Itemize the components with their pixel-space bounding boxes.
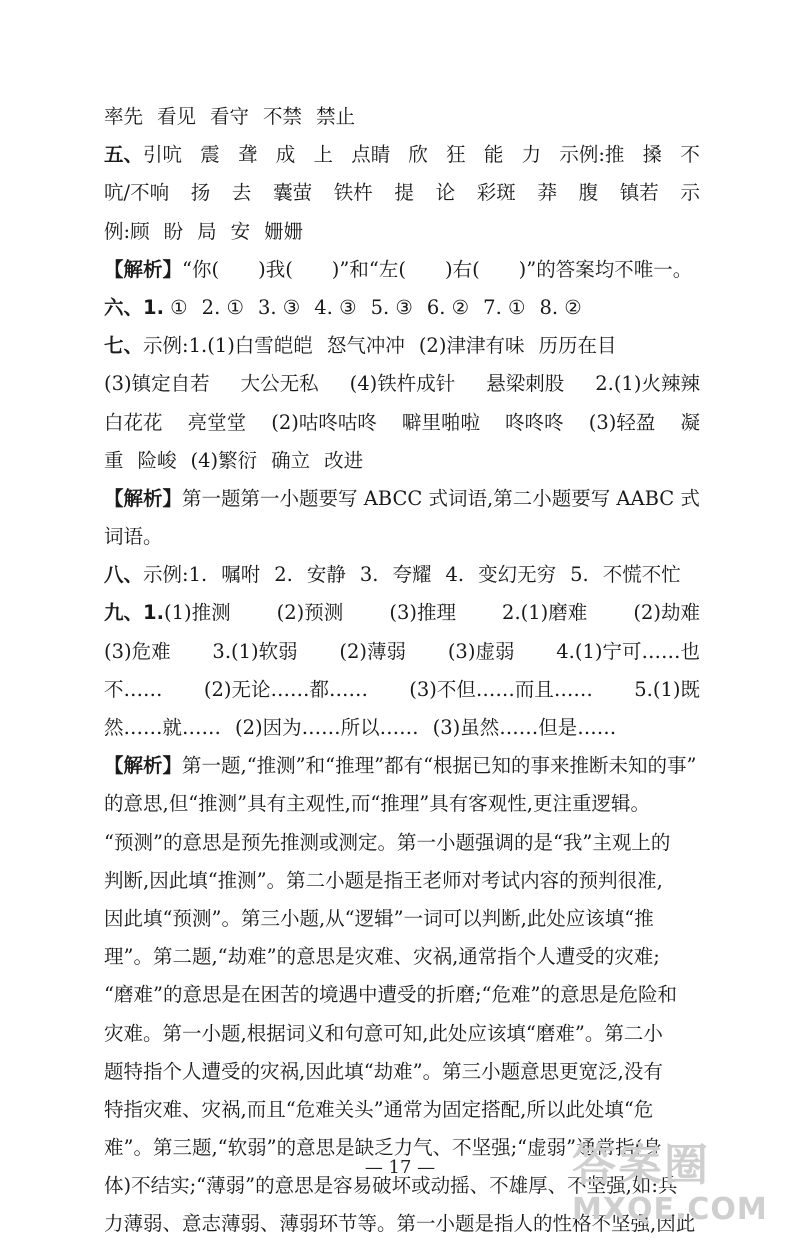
text-segment: 凝 <box>680 410 700 434</box>
text-segment: 看守 <box>210 105 250 128</box>
text-segment: (4)铁杵成针 <box>349 372 456 396</box>
text-segment: (2)因为……所以…… <box>235 716 419 739</box>
section-marker: 七、 <box>104 334 144 358</box>
text-segment: 夸耀 <box>392 563 432 587</box>
text-segment: (2)无论……都…… <box>203 677 368 701</box>
text-segment: 成 <box>275 143 296 167</box>
text-segment: 七、示例:1.(1)白雪皑皑 <box>104 334 313 358</box>
text-segment: 特指灾难、灾祸,而且“危难关头”通常为固定搭配,所以此处填“危 <box>104 1097 654 1121</box>
text-segment: 镇若 <box>619 181 659 205</box>
text-segment: (3)虽然……但是…… <box>432 716 617 739</box>
text-segment: 咚咚咚 <box>505 410 564 434</box>
text-segment: 吭/不响 <box>104 181 170 205</box>
text-segment: 能 <box>483 143 504 167</box>
text-segment: 【解析】第一题,“推测”和“推理”都有“根据已知的事来推断未知的事” <box>104 754 697 778</box>
text-segment: 盼 <box>163 219 184 243</box>
text-segment: 大公无私 <box>240 372 319 396</box>
text-segment: (2)咕咚咕咚 <box>271 410 377 434</box>
text-segment: 不…… <box>104 677 163 701</box>
text-segment: “磨难”的意思是在困苦的境遇中遭受的折磨;“危难”的意思是危险和 <box>104 983 677 1007</box>
text-segment: 安静 <box>306 563 346 587</box>
text-segment: 【解析】第一题第一小题要写 ABCC 式词语,第二小题要写 AABC 式 <box>104 486 700 510</box>
text-line <box>104 404 700 442</box>
text-segment: 难”。第三题,“软弱”的意思是缺乏力气、不坚强;“虚弱”通常指(身 <box>104 1136 662 1160</box>
text-line <box>104 213 700 251</box>
answer-text-block <box>104 98 700 1244</box>
text-segment: 题特指个人遭受的灾祸,因此填“劫难”。第三小题意思更宽泛,没有 <box>104 1059 663 1083</box>
section-marker: 【解析】 <box>104 257 183 281</box>
text-segment: 亮堂堂 <box>187 410 247 434</box>
text-line <box>104 442 700 480</box>
text-segment: 白花花 <box>104 410 163 434</box>
text-segment: 灾难。第一小题,根据词义和句意可知,此处应该填“磨难”。第二小 <box>104 1021 663 1045</box>
section-marker: 【解析】 <box>104 754 183 778</box>
text-segment: (3)虚弱 <box>447 639 515 663</box>
text-segment: (2)劫难 <box>633 601 700 625</box>
text-segment: 示 <box>680 181 700 205</box>
text-segment: 5. <box>570 563 589 587</box>
text-line <box>104 824 700 862</box>
text-segment: 上 <box>313 143 333 167</box>
text-segment: 不慌不忙 <box>602 563 681 587</box>
text-segment: 理”。第二题,“劫难”的意思是灾难、灾祸,通常指个人遭受的灾难; <box>104 945 660 969</box>
text-segment: 八、示例:1. <box>104 563 208 587</box>
text-line <box>104 251 700 289</box>
text-segment: 聋 <box>237 143 258 167</box>
text-segment: 的意思,但“推测”具有主观性,而“推理”具有客观性,更注重逻辑。 <box>104 792 650 816</box>
text-segment: 判断,因此填“推测”。第二小题是指王老师对考试内容的预判很准, <box>104 868 663 892</box>
text-line <box>104 327 700 365</box>
text-segment: 例:顾 <box>104 219 150 243</box>
text-line <box>104 938 700 976</box>
text-segment: 姗姗 <box>264 219 304 243</box>
text-segment: 3. <box>359 563 379 587</box>
text-line <box>104 900 700 938</box>
text-segment: 变幻无穷 <box>478 563 557 587</box>
text-segment: 5. ③ <box>370 295 413 319</box>
text-segment: 局 <box>197 219 217 243</box>
text-segment: 因此填“预测”。第三小题,从“逻辑”一词可以判断,此处应该填“推 <box>104 906 654 930</box>
text-segment: 2.(1)火辣辣 <box>595 372 700 396</box>
text-segment: 【解析】“你( )我( )”和“左( )右( )”的答案均不唯一。 <box>104 257 693 281</box>
text-line <box>104 1091 700 1129</box>
text-segment: 2.(1)磨难 <box>502 601 588 625</box>
text-segment: 莽 <box>537 181 557 205</box>
text-line <box>104 1015 700 1053</box>
text-segment: 囊萤 <box>273 181 313 205</box>
text-segment: 确立 <box>271 448 311 472</box>
text-segment: 3.(1)软弱 <box>212 639 298 663</box>
text-segment: 不禁 <box>263 105 303 128</box>
text-line <box>104 174 700 212</box>
text-segment: (3)镇定自若 <box>104 372 210 396</box>
text-line <box>104 709 700 747</box>
text-line <box>104 480 700 518</box>
text-segment: 6. ② <box>426 295 470 319</box>
text-segment: 铁杵 <box>333 181 373 205</box>
text-segment: 安 <box>230 219 251 243</box>
text-segment: 然……就…… <box>104 716 222 739</box>
text-line <box>104 747 700 785</box>
text-segment: 2. <box>274 563 293 587</box>
text-segment: 狂 <box>446 143 466 167</box>
text-segment: 悬梁刺股 <box>486 372 565 396</box>
text-line <box>104 98 700 136</box>
text-segment: 欣 <box>408 143 428 167</box>
text-segment: (3)危难 <box>104 639 171 663</box>
text-segment: 五、引吭 <box>104 143 183 167</box>
text-segment: 重 <box>104 448 124 472</box>
text-segment: 3. ③ <box>257 295 301 319</box>
text-segment: 搡 <box>642 143 663 167</box>
text-segment: 禁止 <box>316 105 356 128</box>
text-segment: 8. ② <box>539 295 582 319</box>
watermark-url: MXQE.COM <box>572 1192 768 1227</box>
text-segment: (2)预测 <box>276 601 344 625</box>
text-line <box>104 136 700 174</box>
text-segment: 7. ① <box>483 295 526 319</box>
text-segment: 5.(1)既 <box>634 677 700 701</box>
text-segment: 4. <box>445 563 465 587</box>
text-line <box>104 976 700 1014</box>
text-segment: 改进 <box>324 448 364 472</box>
text-segment: 词语。 <box>104 525 163 549</box>
text-segment: 去 <box>231 181 252 205</box>
text-line <box>104 594 700 632</box>
text-line <box>104 518 700 556</box>
text-segment: 率先 <box>104 105 144 128</box>
text-segment: (2)薄弱 <box>339 639 407 663</box>
text-segment: 4. ③ <box>314 295 357 319</box>
text-segment: 4.(1)宁可……也 <box>556 639 700 663</box>
text-segment: 扬 <box>190 181 211 205</box>
text-segment: 噼里啪啦 <box>401 410 480 434</box>
text-segment: 提 <box>394 181 414 205</box>
text-line <box>104 365 700 403</box>
section-marker: 六、1. <box>104 295 164 319</box>
text-line <box>104 289 700 327</box>
section-marker: 五、 <box>104 143 144 167</box>
text-segment: 腹 <box>578 181 599 205</box>
text-segment: 嘱咐 <box>221 563 261 587</box>
text-segment: 震 <box>200 143 220 167</box>
section-marker: 九、1. <box>104 601 164 625</box>
text-segment: 六、1. ① <box>104 295 188 319</box>
text-segment: 看见 <box>157 105 197 128</box>
text-line <box>104 785 700 823</box>
text-segment: 怒气冲冲 <box>326 334 405 358</box>
text-line <box>104 862 700 900</box>
text-segment: “预测”的意思是预先推测或测定。第一小题强调的是“我”主观上的 <box>104 830 671 854</box>
text-segment: 论 <box>435 181 456 205</box>
text-segment: 体)不结实;“薄弱”的意思是容易破坏或动摇、不雄厚、不坚强,如:兵 <box>104 1174 678 1198</box>
text-segment: 彩斑 <box>476 181 516 205</box>
text-segment: 险峻 <box>137 448 177 472</box>
text-segment: 九、1.(1)推测 <box>104 601 231 625</box>
page-number: — 17 — <box>364 1157 436 1178</box>
text-line <box>104 671 700 709</box>
text-line <box>104 633 700 671</box>
text-segment: 力 <box>521 143 542 167</box>
text-segment: 不 <box>680 143 700 167</box>
watermark-logo <box>572 1140 782 1232</box>
section-marker: 八、 <box>104 563 144 587</box>
text-segment: (3)推理 <box>389 601 456 625</box>
text-segment: 力薄弱、意志薄弱、薄弱环节等。第一小题是指人的性格不坚强,因此 <box>104 1212 696 1236</box>
text-segment: (2)津津有味 <box>418 334 525 358</box>
text-segment: 示例:推 <box>559 143 625 167</box>
text-segment: (3)轻盈 <box>588 410 656 434</box>
text-segment: (4)繁衍 <box>190 448 258 472</box>
text-segment: (3)不但……而且…… <box>409 677 593 701</box>
text-line <box>104 1053 700 1091</box>
section-marker: 【解析】 <box>104 486 183 510</box>
text-segment: 2. ① <box>201 295 244 319</box>
text-line <box>104 556 700 594</box>
watermark-title: 答案圈 <box>572 1140 710 1191</box>
text-segment: 点睛 <box>351 143 391 167</box>
text-segment: 历历在目 <box>538 334 617 358</box>
